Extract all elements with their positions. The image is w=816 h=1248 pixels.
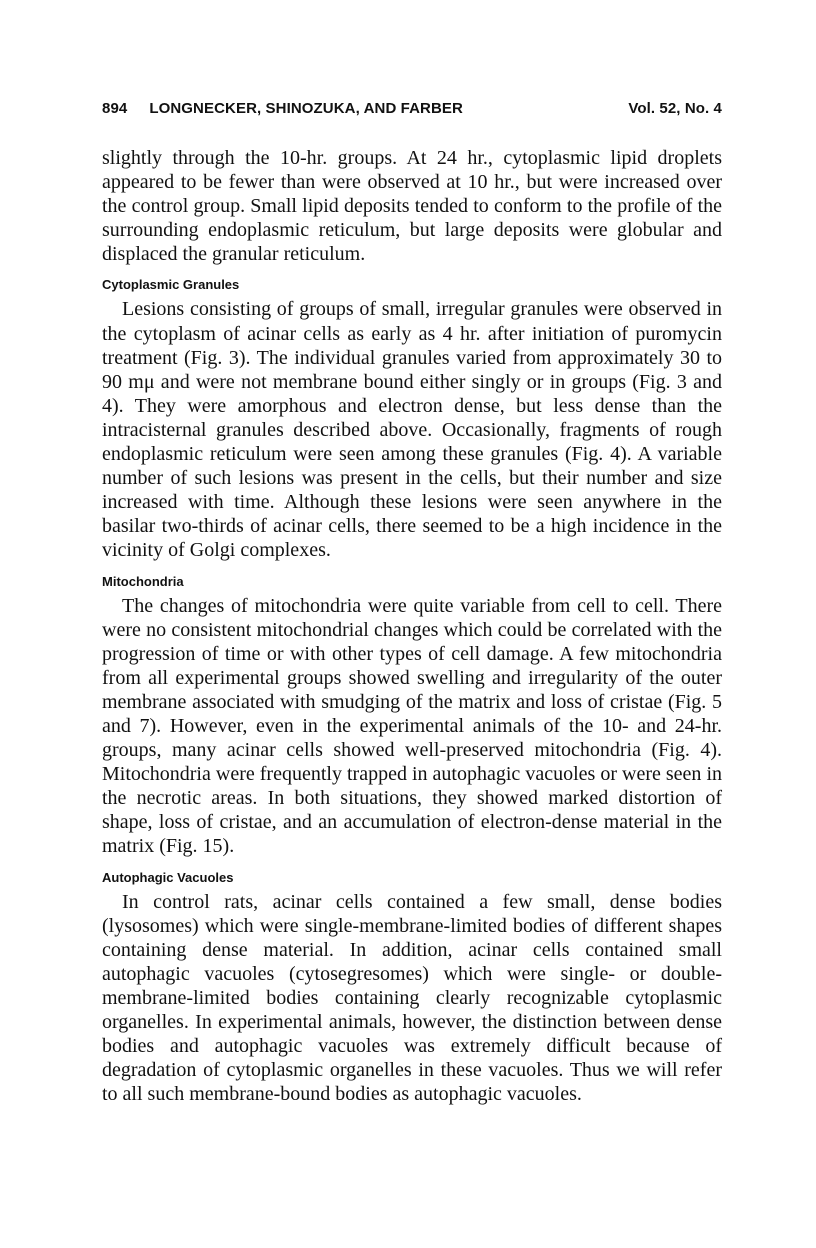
header-authors: LONGNECKER, SHINOZUKA, AND FARBER [149, 100, 463, 117]
journal-page [102, 100, 722, 1106]
paragraph-cytoplasmic-granules: Lesions consisting of groups of small, irregular granules were observed in the cytoplasm of acinar cells as early as 4 hr. after initiation of puromycin treatment (Fig. 3). The individual granules varied from approximately 30 to 90 mμ and were not membrane bound either singly or in groups (Fig. 3 and 4). They were amorphous and electron dense, but less dense than the intracisternal granules described above. Occasionally, fragments of rough endoplasmic reticulum were seen among these granules (Fig. 4). A variable number of such lesions was present in the cells, but their number and size increased with time. Although these lesions were seen anywhere in the basilar two-thirds of acinar cells, there seemed to be a high incidence in the vicinity of Golgi complexes. [102, 298, 722, 562]
paragraph-autophagic-vacuoles: In control rats, acinar cells contained a few small, dense bodies (lysosomes) which were single-membrane-limited bodies of different shapes containing dense material. In addition, acinar cells contained small autophagic vacuoles (cytosegresomes) which were single- or double-membrane-limited bodies containing clearly recognizable cytoplasmic organelles. In experimental animals, however, the distinction between dense bodies and autophagic vacuoles was extremely difficult because of degradation of cytoplasmic organelles in these vacuoles. Thus we will refer to all such membrane-bound bodies as autophagic vacuoles. [102, 890, 722, 1106]
header-volume: Vol. 52, No. 4 [628, 100, 722, 117]
running-header [102, 100, 722, 124]
section-heading-mitochondria: Mitochondria [102, 573, 184, 589]
section-heading-autophagic-vacuoles: Autophagic Vacuoles [102, 869, 234, 885]
page-number: 894 [102, 100, 128, 117]
paragraph-mitochondria: The changes of mitochondria were quite variable from cell to cell. There were no consistent mitochondrial changes which could be correlated with the progression of time or with other types of cell damage. A few mitochondria from all experimental groups showed swelling and irregularity of the outer membrane associated with smudging of the matrix and loss of cristae (Fig. 5 and 7). However, even in the experimental animals of the 10- and 24-hr. groups, many acinar cells showed well-preserved mitochondria (Fig. 4). Mitochondria were frequently trapped in autophagic vacuoles or were seen in the necrotic areas. In both situations, they showed marked distortion of shape, loss of cristae, and an accumulation of electron-dense material in the matrix (Fig. 15). [102, 594, 722, 858]
article-body [102, 146, 722, 1106]
section-heading-cytoplasmic-granules: Cytoplasmic Granules [102, 277, 240, 293]
intro-paragraph: slightly through the 10-hr. groups. At 24 hr., cytoplasmic lipid droplets appeared to be fewer than were observed at 10 hr., but were increased over the control group. Small lipid deposits tended to conform to the profile of the surrounding endoplasmic reticulum, but large deposits were globular and displaced the granular reticulum. [102, 147, 722, 266]
header-left [102, 100, 463, 117]
